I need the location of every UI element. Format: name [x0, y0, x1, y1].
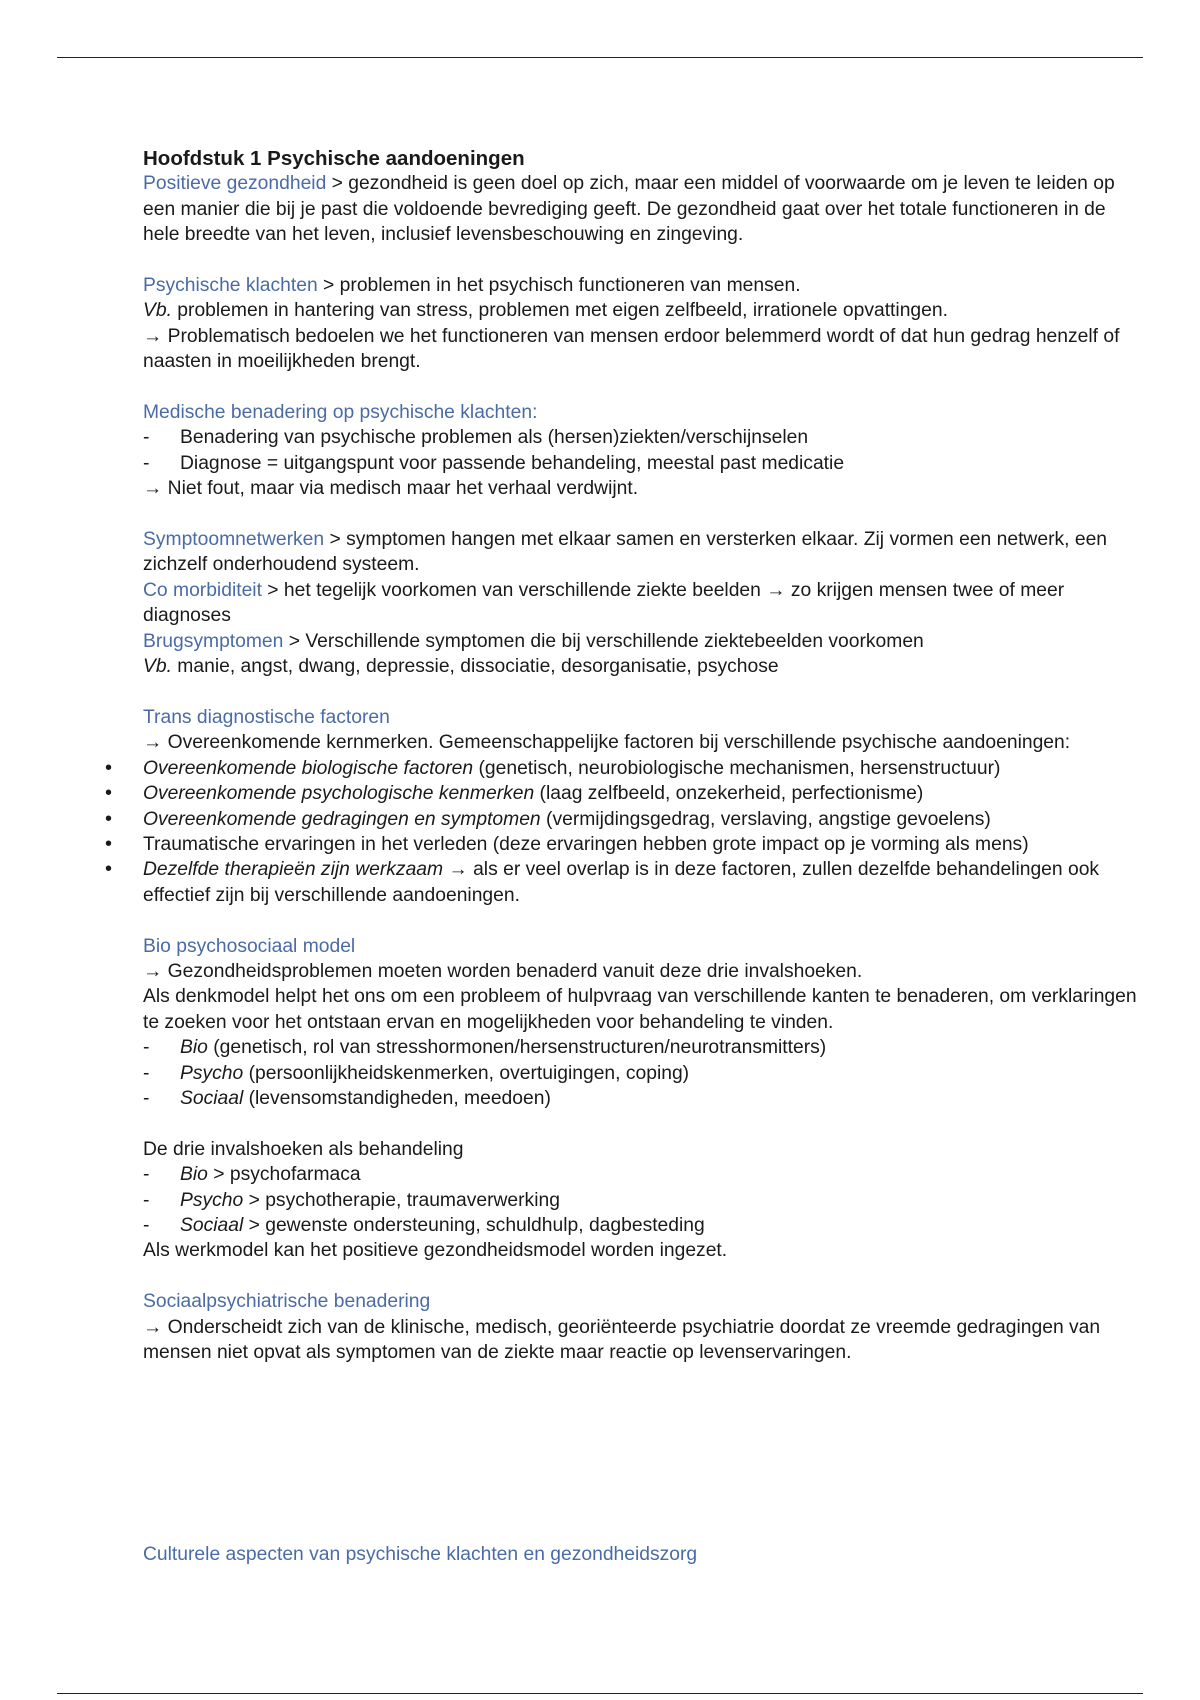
bullet-text: Traumatische ervaringen in het verleden (deze ervaringen hebben grote impact op je vorming als mens)	[143, 833, 1029, 855]
item-emphasis: Bio	[180, 1037, 208, 1059]
psychische-klachten-text: > problemen in het psychisch functioneren van mensen.	[317, 275, 801, 297]
bio-psychosociaal-arrow-note: → Gezondheidsproblemen moeten worden benaderd vanuit deze drie invalshoeken.	[143, 960, 863, 982]
co-morbiditeit-text: > het tegelijk voorkomen van verschillende ziekte beelden → zo krijgen mensen twee of meer diagnoses	[143, 579, 1065, 627]
behandeling-heading: De drie invalshoeken als behandeling	[143, 1138, 464, 1160]
item-text: > gewenste ondersteuning, schuldhulp, dagbesteding	[243, 1214, 705, 1236]
item-emphasis: Psycho	[180, 1189, 244, 1211]
positieve-gezondheid-text: > gezondheid is geen doel op zich, maar een middel of voorwaarde om je leven te leiden op een manier die bij je past die voldoende bevrediging geeft. De gezondheid gaat over het totale functioneren in de hele breedte van het leven, inclusief levensbeschouwing en zingeving.	[143, 173, 1115, 246]
item-emphasis: Sociaal	[180, 1087, 244, 1109]
medische-benadering-item: - Benadering van psychische problemen als (hersen)ziekten/verschijnselen	[143, 425, 1143, 450]
medische-benadering-heading: Medische benadering op psychische klachten:	[143, 402, 538, 424]
bullet-item	[143, 807, 1143, 832]
item-text: (genetisch, rol van stresshormonen/hersenstructuren/neurotransmitters)	[207, 1037, 827, 1059]
bullet-item	[143, 781, 1143, 806]
medische-benadering-arrow-note: → Niet fout, maar via medisch maar het verhaal verdwijnt.	[143, 478, 639, 500]
culturele-aspecten-heading: Culturele aspecten van psychische klachten en gezondheidszorg	[143, 1544, 698, 1566]
bullet-emphasis: Overeenkomende gedragingen en symptomen	[143, 808, 541, 830]
behandeling-item	[143, 1213, 1143, 1238]
bullet-emphasis: Overeenkomende psychologische kenmerken	[143, 783, 535, 805]
brugsymptomen-example	[143, 654, 1143, 679]
psychische-klachten-example	[143, 298, 1143, 323]
positieve-gezondheid-paragraph	[143, 171, 1143, 247]
footer-rule	[57, 1693, 1143, 1694]
item-text: > psychotherapie, traumaverwerking	[243, 1189, 560, 1211]
brugsymptomen-text: > Verschillende symptomen die bij verschillende ziektebeelden voorkomen	[283, 630, 924, 652]
item-emphasis: Bio	[180, 1164, 208, 1186]
symptoomnetwerken-paragraph	[143, 527, 1143, 578]
sociaalpsychiatrische-arrow-note: → Onderscheidt zich van de klinische, medisch, georiënteerde psychiatrie doordat ze vreemde gedragingen van mensen niet opvat als symptomen van de ziekte maar reactie op levenservaringen.	[143, 1316, 1101, 1363]
psychische-klachten-arrow-note: → Problematisch bedoelen we het functioneren van mensen erdoor belemmerd wordt of dat hun gedrag henzelf of naasten in moeilijkheden brengt.	[143, 325, 1120, 373]
symptoomnetwerken-term: Symptoomnetwerken	[143, 529, 325, 551]
positieve-gezondheid-term: Positieve gezondheid	[143, 173, 327, 195]
item-emphasis: Psycho	[180, 1062, 244, 1084]
trans-diagnostische-heading: Trans diagnostische factoren	[143, 706, 390, 728]
bio-psychosociaal-heading: Bio psychosociaal model	[143, 935, 356, 957]
bullet-item	[143, 756, 1143, 781]
brugsymptomen-term: Brugsymptomen	[143, 630, 284, 652]
behandeling-item	[143, 1188, 1143, 1213]
behandeling-closing: Als werkmodel kan het positieve gezondheidsmodel worden ingezet.	[143, 1240, 728, 1262]
bullet-item	[143, 832, 1143, 857]
bullet-emphasis: Dezelfde therapieën zijn werkzaam	[143, 859, 444, 881]
vb-label: Vb.	[143, 300, 172, 322]
item-text: (levensomstandigheden, meedoen)	[243, 1087, 551, 1109]
behandeling-item	[143, 1162, 1143, 1187]
item-text: (persoonlijkheidskenmerken, overtuigingen, coping)	[243, 1062, 690, 1084]
psychische-klachten-paragraph	[143, 273, 1143, 298]
bullet-text: (laag zelfbeeld, onzekerheid, perfectionisme)	[534, 783, 924, 805]
bullet-text: (genetisch, neurobiologische mechanismen, hersenstructuur)	[473, 757, 1001, 779]
vb-label: Vb.	[143, 656, 172, 678]
header-rule	[57, 57, 1143, 58]
page-title: Hoofdstuk 1 Psychische aandoeningen	[143, 147, 525, 170]
trans-diagnostische-intro: → Overeenkomende kernmerken. Gemeenschappelijke factoren bij verschillende psychische aandoeningen:	[143, 732, 1071, 754]
brugsymptomen-paragraph	[143, 629, 1143, 654]
item-text: > psychofarmaca	[207, 1164, 361, 1186]
symptoomnetwerken-text: > symptomen hangen met elkaar samen en versterken elkaar. Zij vormen een netwerk, een zichzelf onderhoudend systeem.	[143, 529, 1108, 576]
example-text: manie, angst, dwang, depressie, dissociatie, desorganisatie, psychose	[171, 656, 779, 678]
bullet-emphasis: Overeenkomende biologische factoren	[143, 757, 474, 779]
medische-benadering-item: - Diagnose = uitgangspunt voor passende behandeling, meestal past medicatie	[143, 451, 1143, 476]
co-morbiditeit-paragraph	[143, 578, 1143, 629]
bullet-item	[143, 857, 1143, 908]
example-text: problemen in hantering van stress, problemen met eigen zelfbeeld, irrationele opvattingen.	[171, 300, 948, 322]
bio-psychosociaal-paragraph: Als denkmodel helpt het ons om een probleem of hulpvraag van verschillende kanten te benaderen, om verklaringen te zoeken voor het ontstaan ervan en mogelijkheden voor behandeling te vinden.	[143, 986, 1137, 1033]
sociaalpsychiatrische-heading: Sociaalpsychiatrische benadering	[143, 1291, 431, 1313]
item-emphasis: Sociaal	[180, 1214, 244, 1236]
bio-psychosociaal-item	[143, 1061, 1143, 1086]
bio-psychosociaal-item	[143, 1035, 1143, 1060]
co-morbiditeit-term: Co morbiditeit	[143, 579, 262, 601]
bullet-text: (vermijdingsgedrag, verslaving, angstige gevoelens)	[540, 808, 991, 830]
bullet-text: → als er veel overlap is in deze factoren, zullen dezelfde behandelingen ook effectief zijn bij verschillende aandoeningen.	[143, 859, 1100, 906]
bio-psychosociaal-item	[143, 1086, 1143, 1111]
document-body	[143, 146, 1143, 1365]
psychische-klachten-term: Psychische klachten	[143, 275, 318, 297]
